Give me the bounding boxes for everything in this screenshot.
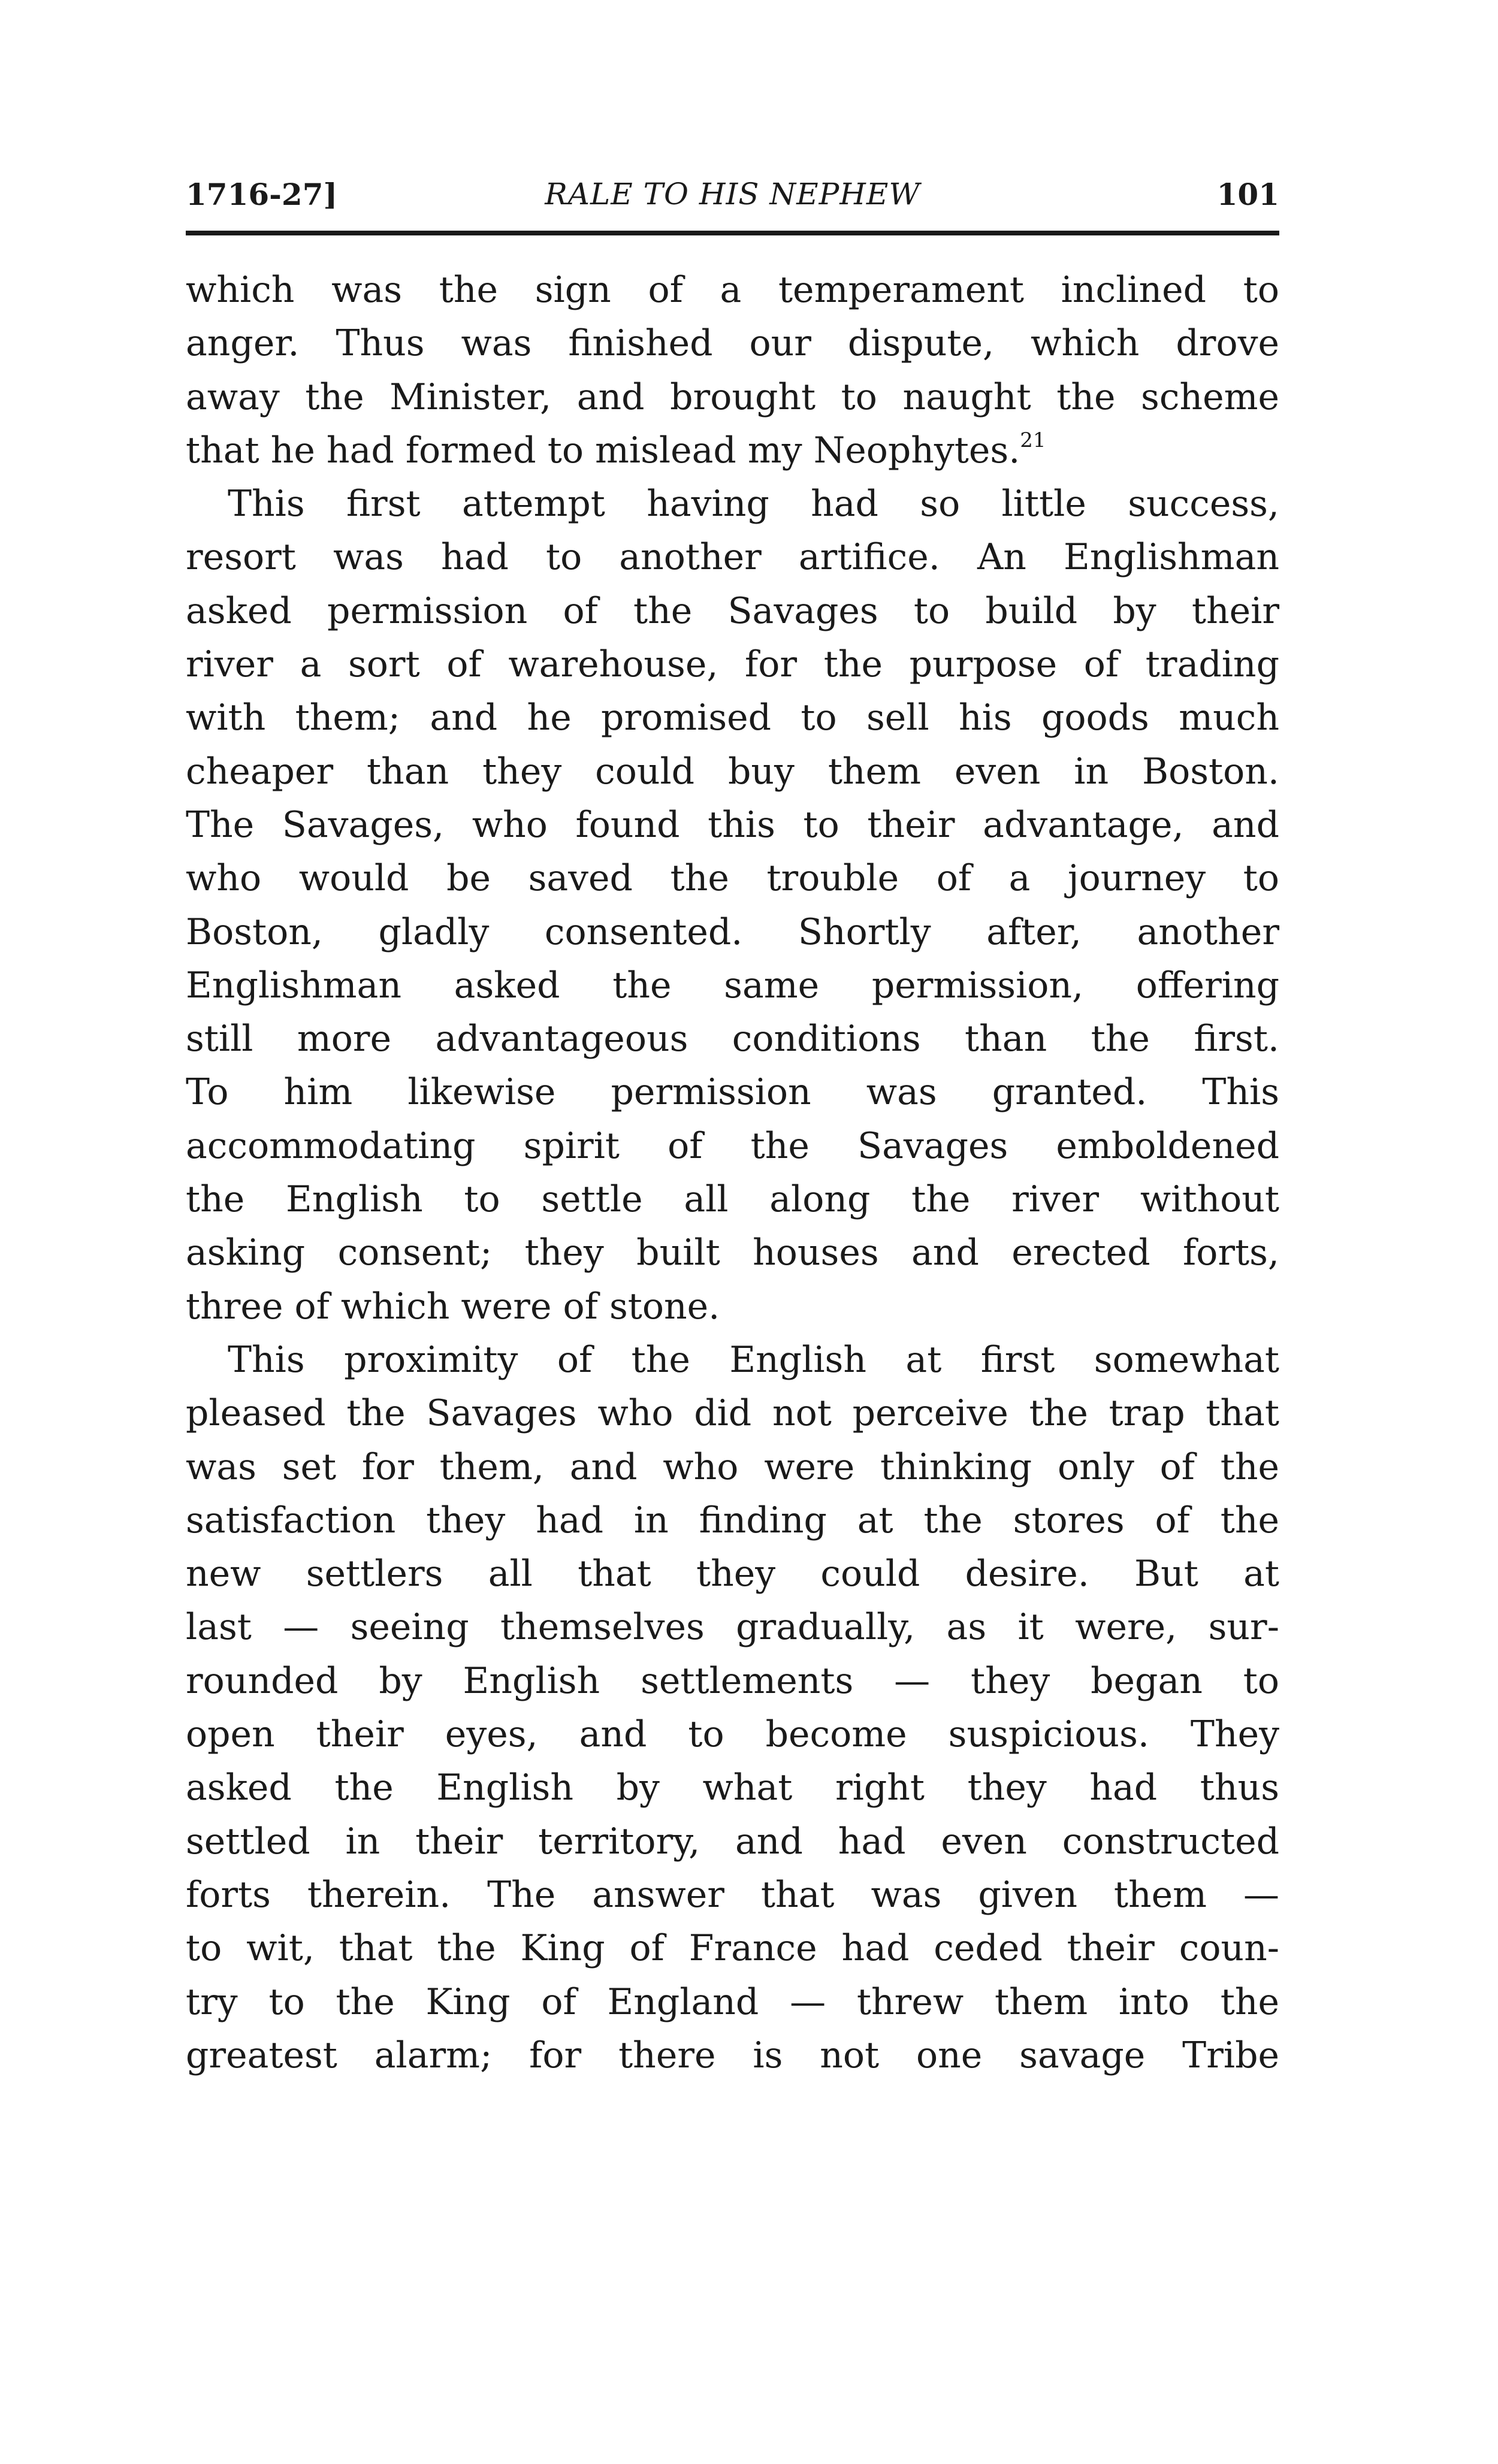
text-line: Boston, gladly consented. Shortly after, another xyxy=(186,911,1279,953)
text-line: satisfaction they had in finding at the stores of the xyxy=(186,1499,1279,1541)
header-title: RALE TO HIS NEPHEW xyxy=(545,177,920,211)
text-line: To him likewise permission was granted. This xyxy=(186,1071,1279,1114)
page-number: 101 xyxy=(1216,177,1279,212)
text-line: three of which were of stone. xyxy=(186,1285,720,1328)
text-line: who would be saved the trouble of a journey to xyxy=(186,857,1279,900)
text-line: asked permission of the Savages to build by their xyxy=(186,589,1279,632)
text-line: accommodating spirit of the Savages emboldened xyxy=(186,1124,1279,1167)
text-line: asking consent; they built houses and erected forts, xyxy=(186,1232,1279,1274)
text-line: open their eyes, and to become suspicious. They xyxy=(186,1713,1279,1756)
text-line: rounded by English settlements — they began to xyxy=(186,1659,1279,1702)
footnote-ref: 21 xyxy=(1020,428,1046,452)
text-line: was set for them, and who were thinking only of the xyxy=(186,1446,1279,1488)
text-line: the English to settle all along the river without xyxy=(186,1178,1279,1221)
text-line: new settlers all that they could desire. But at xyxy=(186,1553,1279,1595)
text-line: away the Minister, and brought to naught the scheme xyxy=(186,376,1279,418)
text-line: last — seeing themselves gradually, as it were, sur- xyxy=(186,1606,1279,1649)
text-line: forts therein. The answer that was given them — xyxy=(186,1873,1279,1916)
text-line: anger. Thus was finished our dispute, which drove xyxy=(186,322,1279,365)
text-line xyxy=(186,424,1279,477)
text-line: This first attempt having had so little success, xyxy=(228,483,1279,525)
text-line: This proximity of the English at first somewhat xyxy=(228,1338,1279,1381)
header-years: 1716-27] xyxy=(186,177,338,212)
text-line: pleased the Savages who did not perceive the trap that xyxy=(186,1392,1279,1435)
text-line: greatest alarm; for there is not one savage Tribe xyxy=(186,2034,1279,2076)
text-line: settled in their territory, and had even constructed xyxy=(186,1820,1279,1863)
text-line: cheaper than they could buy them even in Boston. xyxy=(186,750,1279,793)
header-rule xyxy=(186,231,1279,235)
body-text xyxy=(186,264,1279,2082)
text-line-content: that he had formed to mislead my Neophytes. xyxy=(186,429,1020,471)
text-line: Englishman asked the same permission, offering xyxy=(186,964,1279,1006)
text-line: try to the King of England — threw them into the xyxy=(186,1981,1279,2023)
text-line: still more advantageous conditions than the first. xyxy=(186,1018,1279,1060)
text-line: river a sort of warehouse, for the purpose of trading xyxy=(186,643,1279,686)
running-header xyxy=(186,177,1279,219)
text-line: to wit, that the King of France had ceded their coun- xyxy=(186,1927,1279,1970)
text-line: which was the sign of a temperament inclined to xyxy=(186,269,1279,311)
text-line: resort was had to another artifice. An Englishman xyxy=(186,536,1279,579)
text-line: The Savages, who found this to their advantage, and xyxy=(186,803,1279,846)
text-line: with them; and he promised to sell his goods much xyxy=(186,697,1279,739)
text-line: asked the English by what right they had thus xyxy=(186,1767,1279,1809)
